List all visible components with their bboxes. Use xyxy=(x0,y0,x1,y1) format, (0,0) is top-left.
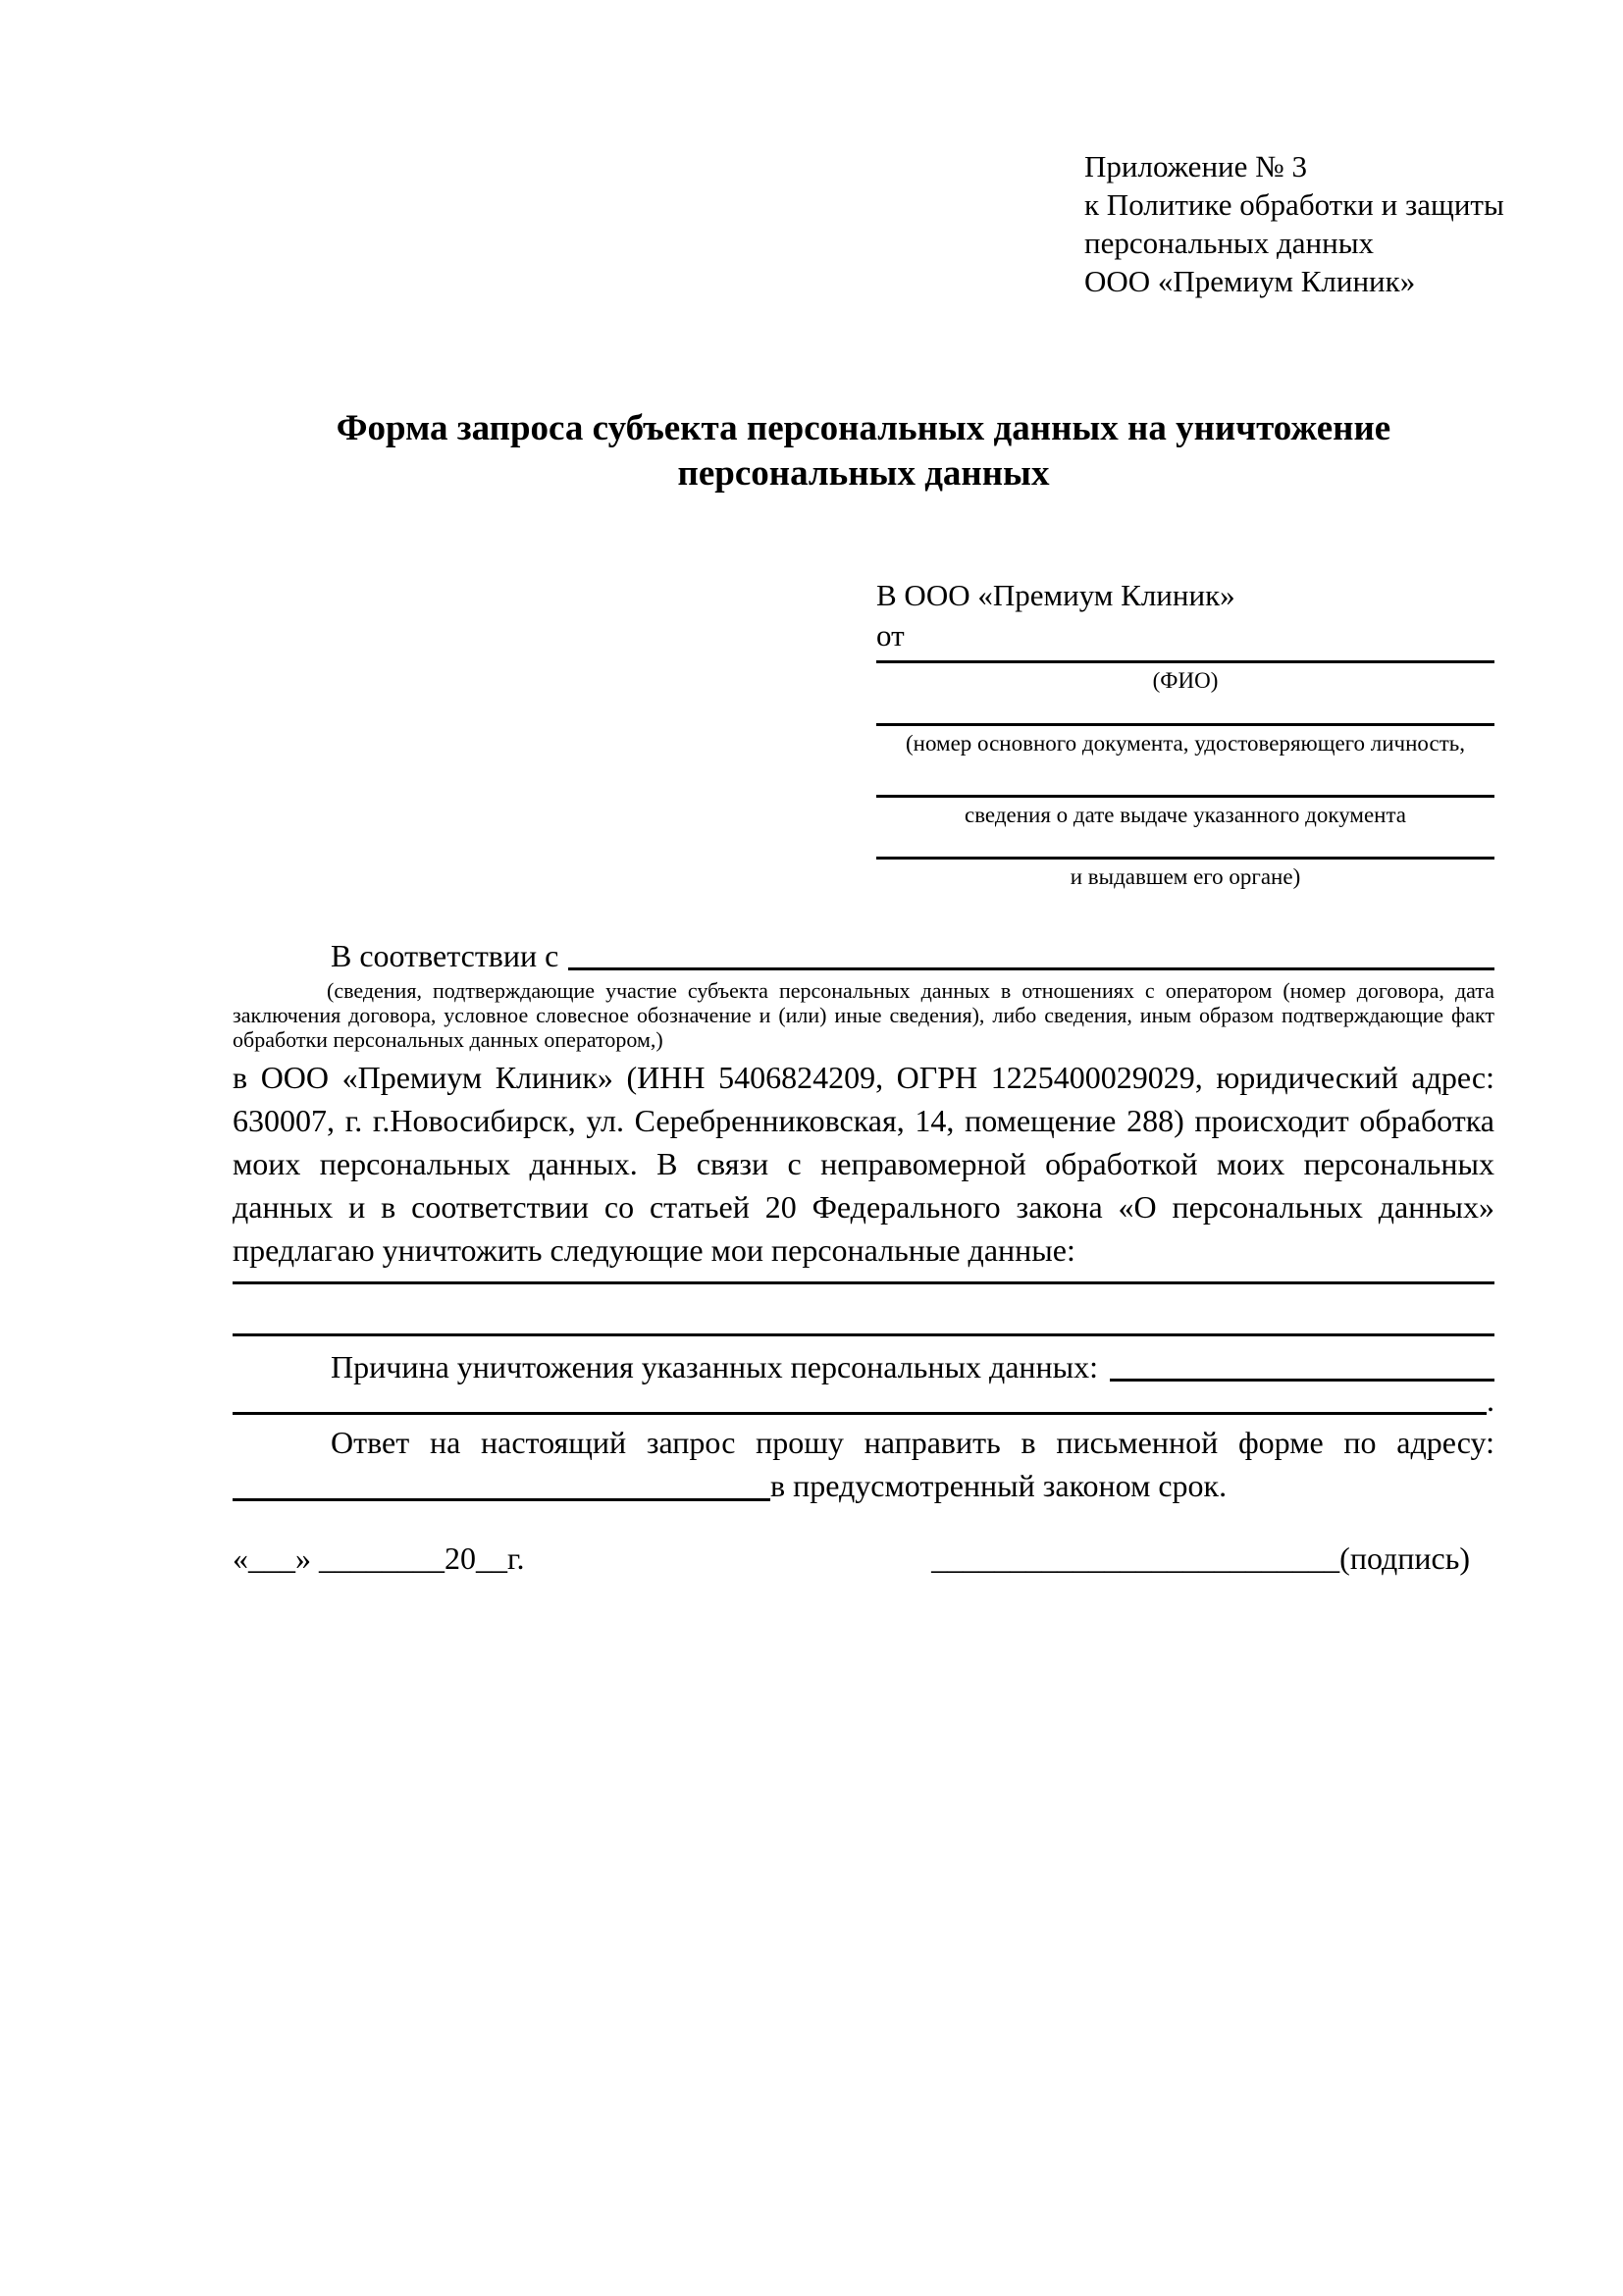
document-title-line-1: Форма запроса субъекта персональных данных на уничтожение xyxy=(336,408,1391,448)
reason-field-line xyxy=(1110,1379,1494,1382)
accordance-footnote: (сведения, подтверждающие участие субъекта персональных данных в отношениях с оператором (номер договора, дата заключения договора, условное словесное обозначение и (или) иные сведения), либо сведения, иным образом подтверждающие факт обработки персональных данных оператором,) xyxy=(233,978,1494,1052)
accordance-field-line xyxy=(568,967,1494,970)
appendix-note xyxy=(1084,147,1504,300)
appendix-note-line: Приложение № 3 xyxy=(1084,149,1307,183)
addressee-block xyxy=(876,575,1494,892)
fio-caption: (ФИО) xyxy=(1152,668,1219,693)
personal-data-field-line-2 xyxy=(233,1333,1494,1336)
response-address-line: Ответ на настоящий запрос прошу направить в письменной форме по адресу: xyxy=(331,1425,1494,1460)
address-field-line xyxy=(233,1498,770,1501)
appendix-note-line: ООО «Премиум Клиник» xyxy=(1084,264,1416,298)
accordance-row xyxy=(233,935,1494,976)
reason-row xyxy=(233,1346,1494,1387)
period-text: . xyxy=(1487,1383,1494,1418)
document-title-line-2: персональных данных xyxy=(677,453,1050,494)
personal-data-field-line-1 xyxy=(233,1281,1494,1284)
id-doc-caption: (номер основного документа, удостоверяющего личность, xyxy=(905,731,1465,756)
signature-caption: (подпись) xyxy=(1339,1540,1470,1576)
reason-field-line-2 xyxy=(233,1412,1487,1415)
accordance-lead: В соответствии с xyxy=(331,938,559,973)
request-body-paragraph: в ООО «Премиум Клиник» (ИНН 5406824209, ОГРН 1225400029029, юридический адрес: 630007, г. г.Новосибирск, ул. Серебренниковская, 14, помещение 288) происходит обработка моих персональных данных. В связи с неправомерной обработкой моих персональных данных и в соответствии со статьей 20 Федерального закона «О персональных данных» предлагаю уничтожить следующие мои персональные данные: xyxy=(233,1060,1494,1268)
addressee-org: В ООО «Премиум Клиник» xyxy=(876,578,1235,612)
signature-field-line: __________________________ xyxy=(931,1540,1340,1576)
appendix-note-line: к Политике обработки и защиты xyxy=(1084,187,1504,222)
issuing-authority-caption: и выдавшем его органе) xyxy=(1070,864,1301,889)
signature-block xyxy=(931,1537,1470,1580)
date-signature-row xyxy=(233,1537,1494,1580)
response-term-text: в предусмотренный законом срок. xyxy=(770,1468,1228,1503)
from-label: от xyxy=(876,618,905,652)
date-field: «___» ________20__г. xyxy=(233,1540,525,1576)
document-title xyxy=(233,406,1494,496)
reason-lead: Причина уничтожения указанных персональных данных: xyxy=(331,1349,1099,1384)
issue-date-caption: сведения о дате выдаче указанного документа xyxy=(964,803,1407,827)
response-term-row xyxy=(233,1464,1494,1507)
appendix-note-line: персональных данных xyxy=(1084,226,1375,260)
